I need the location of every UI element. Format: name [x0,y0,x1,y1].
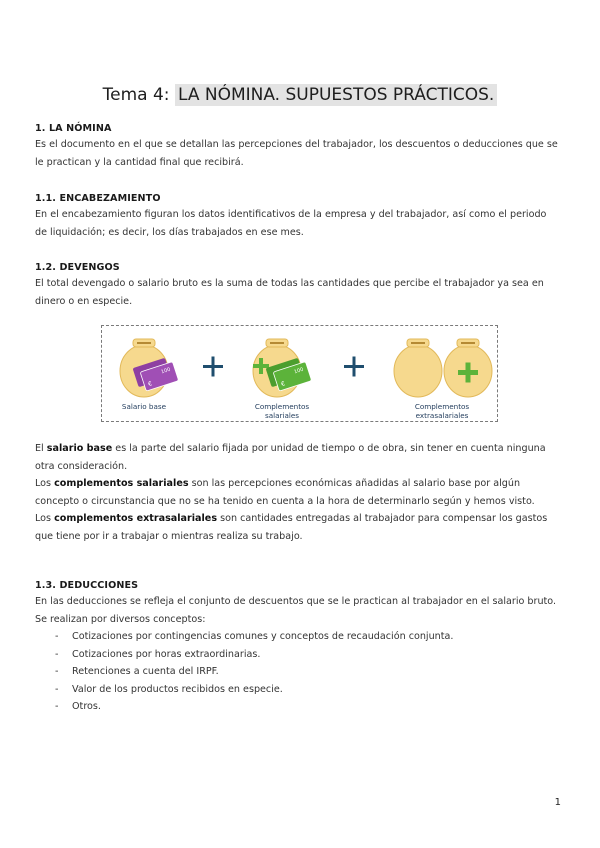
deducciones-list [35,628,560,716]
bold-term: complementos extrasalariales [54,513,218,524]
list-item: - Cotizaciones por contingencias comunes y conceptos de recaudación conjunta. [35,628,560,646]
list-item: - Otros. [35,698,560,716]
section-text: El total devengado o salario bruto es la suma de todas las cantidades que percibe el trabajador ya sea en dinero o en especie. [35,278,544,307]
label-complementos-salariales [242,402,322,420]
section-text: En las deducciones se refleja el conjunto de descuentos que se le practican al trabajador en el salario bruto. [35,596,557,607]
svg-text:100: 100 [293,366,305,376]
page-number: 1 [554,797,561,808]
salario-base-paragraph [35,440,560,475]
money-pot-salariales-icon [253,339,312,397]
svg-text:€: € [280,380,287,388]
bold-term: salario base [46,443,113,454]
section-heading: 1. LA NÓMINA [35,123,112,134]
plus-icon [344,357,364,377]
list-item: - Retenciones a cuenta del IRPF. [35,663,560,681]
page-title [0,85,600,105]
section-devengos [35,262,560,310]
money-pot-base-icon [120,339,179,397]
title-highlight: LA NÓMINA. SUPUESTOS PRÁCTICOS. [175,84,497,106]
section-heading: 1.2. DEVENGOS [35,262,120,273]
section-deducciones [35,580,560,716]
section-text: Se realizan por diversos conceptos: [35,613,206,625]
label-line: Complementos [254,402,310,411]
list-item: - Cotizaciones por horas extraordinarias. [35,646,560,664]
section-encabezamiento [35,193,560,241]
section-heading: 1.1. ENCABEZAMIENTO [35,193,161,204]
bold-term: complementos salariales [54,478,189,489]
title-prefix: Tema 4: [102,85,175,106]
label-line: extrasalariales [415,411,469,420]
complementos-extrasalariales-paragraph [35,510,560,545]
complementos-salariales-paragraph [35,475,560,510]
text-run: Los [35,478,55,489]
devengos-explanations [35,440,560,545]
text-run: Los [35,513,55,524]
plus-icon [203,357,223,377]
money-pot-empty-icon [394,339,442,397]
label-line: Complementos [414,402,470,411]
text-run: son las percepciones económicas añadidas al salario base por algún concepto o circunstancia que no se ha tenido en cuenta a la hora de determinarlo según y hemos visto. [35,478,535,507]
label-complementos-extrasalariales [402,402,482,420]
devengos-figure [101,325,498,422]
section-nomina [35,123,560,171]
label-salario-base: Salario base [121,402,167,411]
section-text: Es el documento en el que se detallan las percepciones del trabajador, los descuentos o deducciones que se le practican y la cantidad final que recibirá. [35,139,558,168]
svg-text:€: € [147,380,154,388]
svg-text:100: 100 [160,366,172,376]
label-line: salariales [264,411,300,420]
text-run: El [35,443,47,454]
list-item: - Valor de los productos recibidos en especie. [35,681,560,699]
money-pot-extrasalariales-icon [444,339,492,397]
section-text: En el encabezamiento figuran los datos identificativos de la empresa y del trabajador, así como el periodo de liquidación; es decir, los días trabajados en ese mes. [35,209,547,238]
text-run: es la parte del salario fijada por unidad de tiempo o de obra, sin tener en cuenta ninguna otra consideración. [35,443,546,472]
section-heading: 1.3. DEDUCCIONES [35,580,139,591]
text-run: son cantidades entregadas al trabajador para compensar los gastos que tiene por ir a trabajar o mientras realiza su trabajo. [35,513,548,542]
